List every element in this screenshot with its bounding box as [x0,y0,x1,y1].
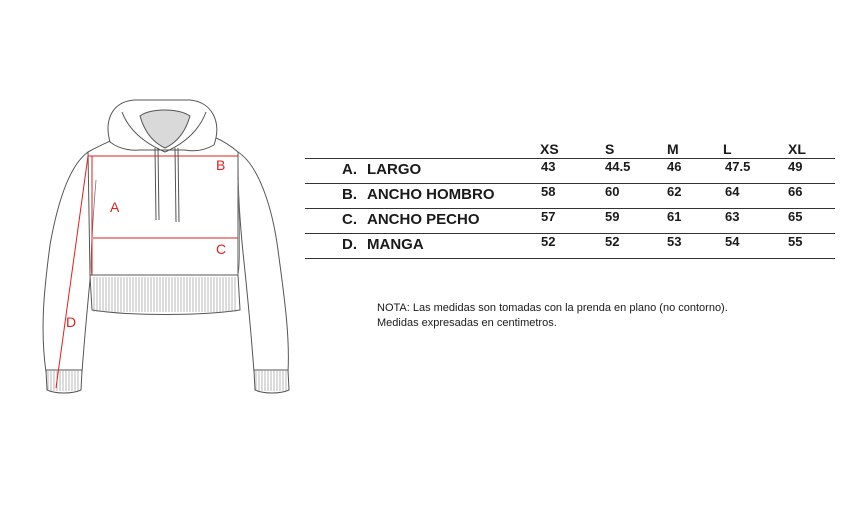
row-value: 66 [788,184,803,199]
size-header-m: M [667,141,679,157]
row-name: ANCHO HOMBRO [367,186,495,203]
row-value: 55 [788,234,803,249]
size-header-xs: XS [540,141,559,157]
row-letter: C. [342,211,357,228]
row-value: 54 [725,234,740,249]
row-value: 52 [605,234,620,249]
row-value: 49 [788,159,803,174]
note-line-2: Medidas expresadas en centimetros. [377,317,557,329]
measurement-row [305,233,835,259]
row-name: LARGO [367,161,422,178]
row-value: 63 [725,209,740,224]
row-value: 60 [605,184,620,199]
row-letter: B. [342,186,357,203]
hoodie-diagram [0,0,300,505]
note-line-1: NOTA: Las medidas son tomadas con la prenda en plano (no contorno). [377,302,728,314]
size-table [305,139,835,259]
right-sleeve [238,152,288,372]
row-value: 57 [541,209,556,224]
label-b: B [216,157,226,173]
row-value: 43 [541,159,556,174]
size-header-l: L [723,141,732,157]
label-d: D [66,314,77,330]
size-header-xl: XL [788,141,806,157]
measurement-row [305,183,835,208]
row-value: 64 [725,184,740,199]
row-value: 46 [667,159,682,174]
row-value: 47.5 [725,159,751,174]
row-value: 53 [667,234,682,249]
row-value: 58 [541,184,556,199]
row-value: 65 [788,209,803,224]
size-header-row [305,139,835,158]
row-value: 62 [667,184,682,199]
row-value: 59 [605,209,620,224]
row-name: ANCHO PECHO [367,211,480,228]
row-value: 52 [541,234,556,249]
measurement-row [305,158,835,183]
size-header-s: S [605,141,615,157]
label-a: A [110,199,120,215]
label-c: C [216,241,227,257]
waistband [90,275,240,315]
measurement-row [305,208,835,233]
measurement-note [377,301,728,331]
row-letter: A. [342,161,357,178]
row-name: MANGA [367,236,424,253]
row-letter: D. [342,236,357,253]
row-value: 44.5 [605,159,631,174]
left-cuff [46,370,82,393]
row-value: 61 [667,209,682,224]
